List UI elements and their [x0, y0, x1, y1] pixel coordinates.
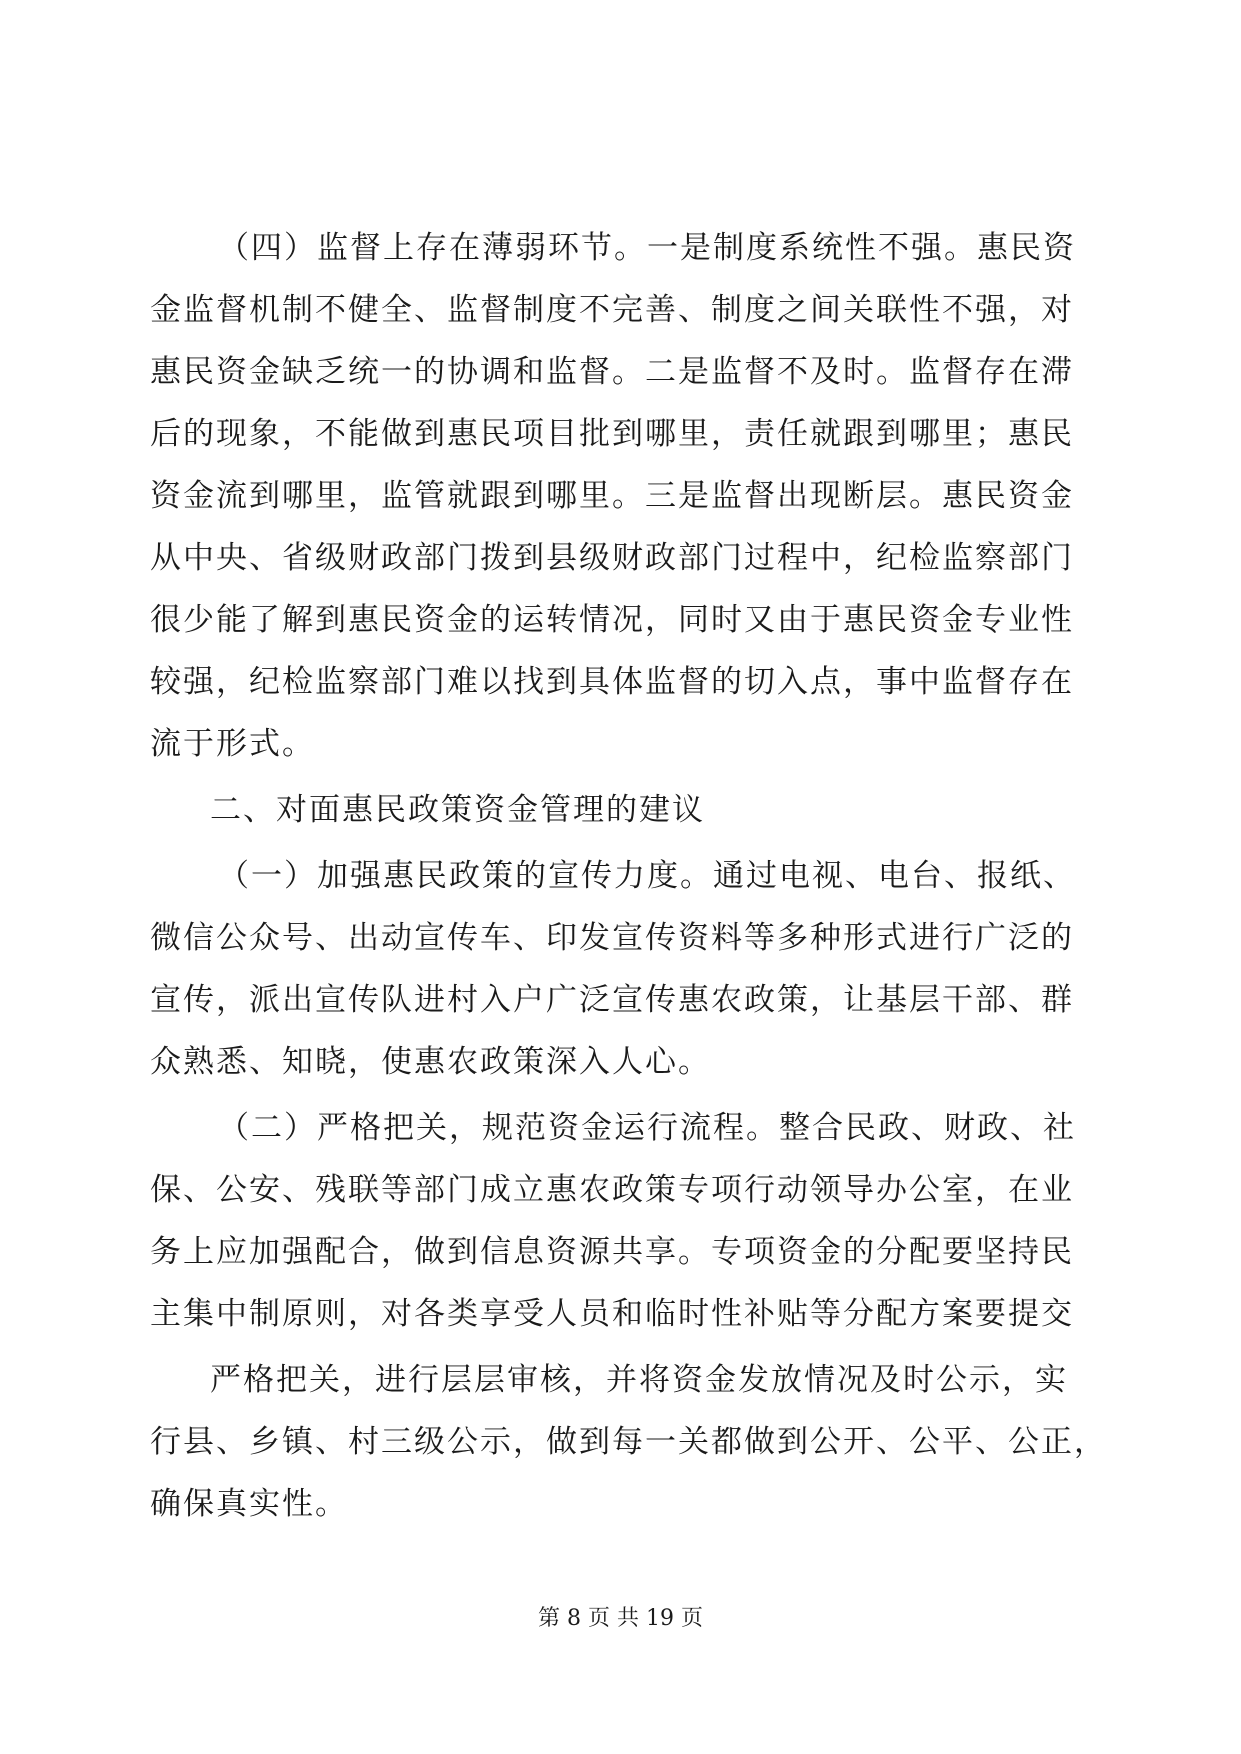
paragraph-line: （一）加强惠民政策的宣传力度。通过电视、电台、报纸、	[218, 858, 1076, 894]
paragraph-line: 惠民资金缺乏统一的协调和监督。二是监督不及时。监督存在滞	[150, 354, 1074, 390]
paragraph-line: 流于形式。	[150, 726, 315, 762]
paragraph-line: 保、公安、残联等部门成立惠农政策专项行动领导办公室，在业	[150, 1172, 1074, 1208]
paragraph-line: 后的现象，不能做到惠民项目批到哪里，责任就跟到哪里；惠民	[150, 416, 1074, 452]
paragraph-line: 众熟悉、知晓，使惠农政策深入人心。	[150, 1044, 711, 1080]
paragraph-line: 行县、乡镇、村三级公示，做到每一关都做到公开、公平、公正，	[150, 1424, 1107, 1460]
paragraph-line: （二）严格把关，规范资金运行流程。整合民政、财政、社	[218, 1110, 1076, 1146]
paragraph-line: 务上应加强配合，做到信息资源共享。专项资金的分配要坚持民	[150, 1234, 1074, 1270]
paragraph-line: 从中央、省级财政部门拨到县级财政部门过程中，纪检监察部门	[150, 540, 1074, 576]
paragraph-line: 很少能了解到惠民资金的运转情况，同时又由于惠民资金专业性	[150, 602, 1074, 638]
paragraph-line: （四）监督上存在薄弱环节。一是制度系统性不强。惠民资	[218, 230, 1076, 266]
page-number-footer: 第 8 页 共 19 页	[538, 1606, 703, 1631]
paragraph-line: 资金流到哪里，监管就跟到哪里。三是监督出现断层。惠民资金	[150, 478, 1074, 514]
paragraph-line: 确保真实性。	[150, 1486, 348, 1522]
section-heading: 二、对面惠民政策资金管理的建议	[210, 792, 705, 828]
paragraph-line: 主集中制原则，对各类享受人员和临时性补贴等分配方案要提交	[150, 1296, 1074, 1332]
paragraph-line: 较强，纪检监察部门难以找到具体监督的切入点，事中监督存在	[150, 664, 1074, 700]
paragraph-line: 微信公众号、出动宣传车、印发宣传资料等多种形式进行广泛的	[150, 920, 1074, 956]
paragraph-line: 金监督机制不健全、监督制度不完善、制度之间关联性不强，对	[150, 292, 1074, 328]
paragraph-line: 严格把关，进行层层审核，并将资金发放情况及时公示，实	[210, 1362, 1068, 1398]
paragraph-line: 宣传，派出宣传队进村入户广泛宣传惠农政策，让基层干部、群	[150, 982, 1074, 1018]
